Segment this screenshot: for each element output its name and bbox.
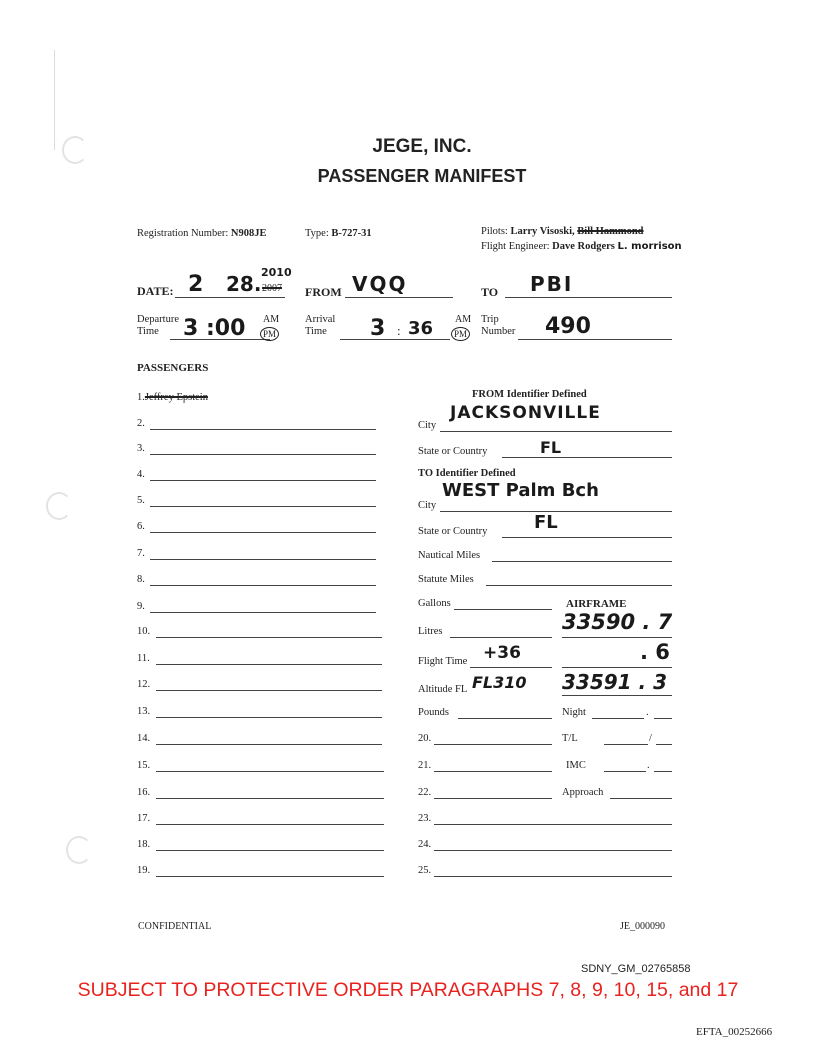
row-25-number: 25. (418, 865, 432, 876)
passenger-number: 16. (137, 787, 151, 798)
gallons-label: Gallons (418, 598, 451, 609)
nautical-miles-line (492, 561, 672, 562)
to-state-label: State or Country (418, 526, 488, 537)
passenger-number: 8. (137, 574, 145, 585)
imc-label: IMC (566, 760, 586, 771)
flight-time-label: Flight Time (418, 656, 468, 667)
date-year-struck: 2007 (262, 283, 282, 294)
passenger-number: 3. (137, 443, 145, 454)
passenger-number: 19. (137, 865, 151, 876)
passenger-line (156, 664, 382, 665)
departure-am: AM (263, 314, 280, 325)
from-state-line (502, 457, 672, 458)
date-day: 28. (226, 272, 262, 296)
airframe-2-line (562, 667, 672, 668)
from-line (345, 297, 453, 298)
row-23-number: 23. (418, 813, 432, 824)
passenger-line (156, 690, 382, 691)
passenger-line (150, 506, 376, 507)
row-22-number: 22. (418, 787, 432, 798)
to-value: PBI (530, 272, 574, 296)
company-name: JEGE, INC. (372, 136, 472, 157)
passenger-number: 2. (137, 418, 145, 429)
airframe-heading: AIRFRAME (566, 598, 627, 610)
altitude-value: FL310 (472, 673, 527, 692)
efta-number: EFTA_00252666 (696, 1026, 773, 1038)
flight-time-value: +36 (483, 643, 521, 663)
trip-number-value: 490 (545, 314, 591, 339)
to-identifier-heading: TO Identifier Defined (418, 468, 516, 479)
nautical-miles-label: Nautical Miles (418, 550, 481, 561)
row-25-line (434, 876, 672, 877)
from-state-value: FL (540, 438, 562, 457)
passengers-heading: PASSENGERS (137, 362, 209, 374)
passenger-line (156, 798, 384, 799)
passenger-line (156, 824, 384, 825)
trip-number-line (518, 339, 672, 340)
approach-label: Approach (562, 787, 604, 798)
t-l-line-a (604, 744, 648, 745)
binder-hole-middle (46, 492, 72, 520)
passenger-line (156, 876, 384, 877)
passenger-number: 5. (137, 495, 145, 506)
arrival-pm-circled: PM (451, 327, 470, 341)
from-city-value: JACKSONVILLE (450, 403, 601, 423)
from-value: VQQ (352, 272, 408, 296)
row-21-number: 21. (418, 760, 432, 771)
from-city-label: City (418, 420, 437, 431)
passenger-number: 7. (137, 548, 145, 559)
passenger-line (150, 612, 376, 613)
arrival-hour: 3 (370, 316, 386, 341)
passenger-number: 10. (137, 626, 151, 637)
left-margin-line (54, 50, 55, 150)
row-22-line (434, 798, 552, 799)
row-20-line (434, 744, 552, 745)
confidential-label: CONFIDENTIAL (138, 921, 212, 932)
passenger-line (156, 850, 384, 851)
passenger-number: 14. (137, 733, 151, 744)
type-label: Type: (305, 228, 329, 239)
date-month: 2 (188, 272, 204, 297)
from-state-label: State or Country (418, 446, 488, 457)
imc-line-a (604, 771, 646, 772)
engineer-handwritten: L. morrison (617, 241, 682, 252)
row-23-line (434, 824, 672, 825)
sdny-number: SDNY_GM_02765858 (581, 963, 691, 975)
passenger-number: 18. (137, 839, 151, 850)
row-20-number: 20. (418, 733, 432, 744)
document-title: PASSENGER MANIFEST (317, 166, 527, 186)
je-number: JE_000090 (620, 921, 665, 932)
passenger-number: 13. (137, 706, 151, 717)
passenger-line (150, 585, 376, 586)
litres-label: Litres (418, 626, 443, 637)
registration-row (137, 228, 267, 239)
arrival-separator: : (397, 323, 401, 338)
to-line (505, 297, 672, 298)
passenger-number: 9. (137, 601, 145, 612)
passenger-number: 15. (137, 760, 151, 771)
airframe-value-1: 33590 . 7 (562, 610, 673, 634)
night-line-a (592, 718, 644, 719)
arrival-am: AM (455, 314, 472, 325)
protective-order-notice: SUBJECT TO PROTECTIVE ORDER PARAGRAPHS 7, 8, 9, 10, 15, and 17 (77, 979, 739, 1001)
engineer-row (481, 241, 682, 252)
row-24-number: 24. (418, 839, 432, 850)
gallons-line (454, 609, 552, 610)
to-city-value: WEST Palm Bch (442, 480, 599, 501)
to-city-label: City (418, 500, 437, 511)
passenger-1: 1.Jeffrey Epstein (137, 392, 208, 403)
passenger-line (156, 637, 382, 638)
departure-pm-circled: PM (260, 327, 279, 341)
pilots-value: Larry Visoski, (510, 226, 575, 237)
t-l-label: T/L (562, 733, 578, 744)
to-label: TO (481, 285, 499, 299)
altitude-label: Altitude FL (418, 684, 468, 695)
passenger-line (156, 744, 382, 745)
flight-time-line (470, 667, 552, 668)
from-label: FROM (305, 285, 342, 299)
passenger-line (150, 454, 376, 455)
passenger-line (150, 559, 376, 560)
engineer-value: Dave Rodgers (552, 241, 615, 252)
registration-label: Registration Number: (137, 228, 229, 239)
arrival-label: Arrival Time (305, 314, 336, 337)
passenger-1-name: Jeffrey Epstein (144, 392, 208, 403)
passenger-number: 4. (137, 469, 145, 480)
airframe-value-2: . 6 (640, 640, 670, 664)
passenger-number: 12. (137, 679, 151, 690)
passenger-line (156, 717, 382, 718)
pounds-line (458, 718, 552, 719)
passenger-line (150, 480, 376, 481)
type-value: B-727-31 (331, 228, 372, 239)
to-state-line (502, 537, 672, 538)
litres-line (450, 637, 552, 638)
registration-value: N908JE (230, 228, 267, 239)
to-state-value: FL (534, 512, 558, 533)
t-l-line-b (656, 744, 672, 745)
passenger-line (150, 429, 376, 430)
passenger-line (150, 532, 376, 533)
departure-value: 3 :00 (183, 316, 246, 341)
row-24-line (434, 850, 672, 851)
approach-line (610, 798, 672, 799)
night-label: Night (562, 707, 586, 718)
statute-miles-line (486, 585, 672, 586)
imc-line-b (654, 771, 672, 772)
date-label: DATE: (137, 284, 174, 298)
engineer-label: Flight Engineer: (481, 241, 550, 252)
arrival-minutes: 36 (408, 318, 434, 339)
binder-hole-bottom (66, 836, 92, 864)
date-year-handwritten: 2010 (261, 266, 292, 279)
pounds-label: Pounds (418, 707, 449, 718)
airframe-value-3: 33591 . 3 (562, 670, 668, 694)
arrival-line (340, 339, 450, 340)
passenger-line (156, 771, 384, 772)
departure-label: Departure Time (137, 314, 179, 337)
pilots-label: Pilots: (481, 226, 508, 237)
passenger-number: 17. (137, 813, 151, 824)
pilots-struck-name: Bill Hammond (577, 226, 644, 237)
airframe-1-line (562, 637, 672, 638)
from-identifier-heading: FROM Identifier Defined (472, 389, 587, 400)
from-city-line (440, 431, 672, 432)
night-line-b (654, 718, 672, 719)
airframe-3-line (562, 695, 672, 696)
type-row (305, 228, 372, 239)
statute-miles-label: Statute Miles (418, 574, 474, 585)
date-line (175, 297, 285, 298)
passenger-number: 6. (137, 521, 145, 532)
pilots-row (481, 226, 644, 237)
row-21-line (434, 771, 552, 772)
passenger-number: 11. (137, 653, 150, 664)
trip-number-label: Trip Number (481, 314, 516, 337)
